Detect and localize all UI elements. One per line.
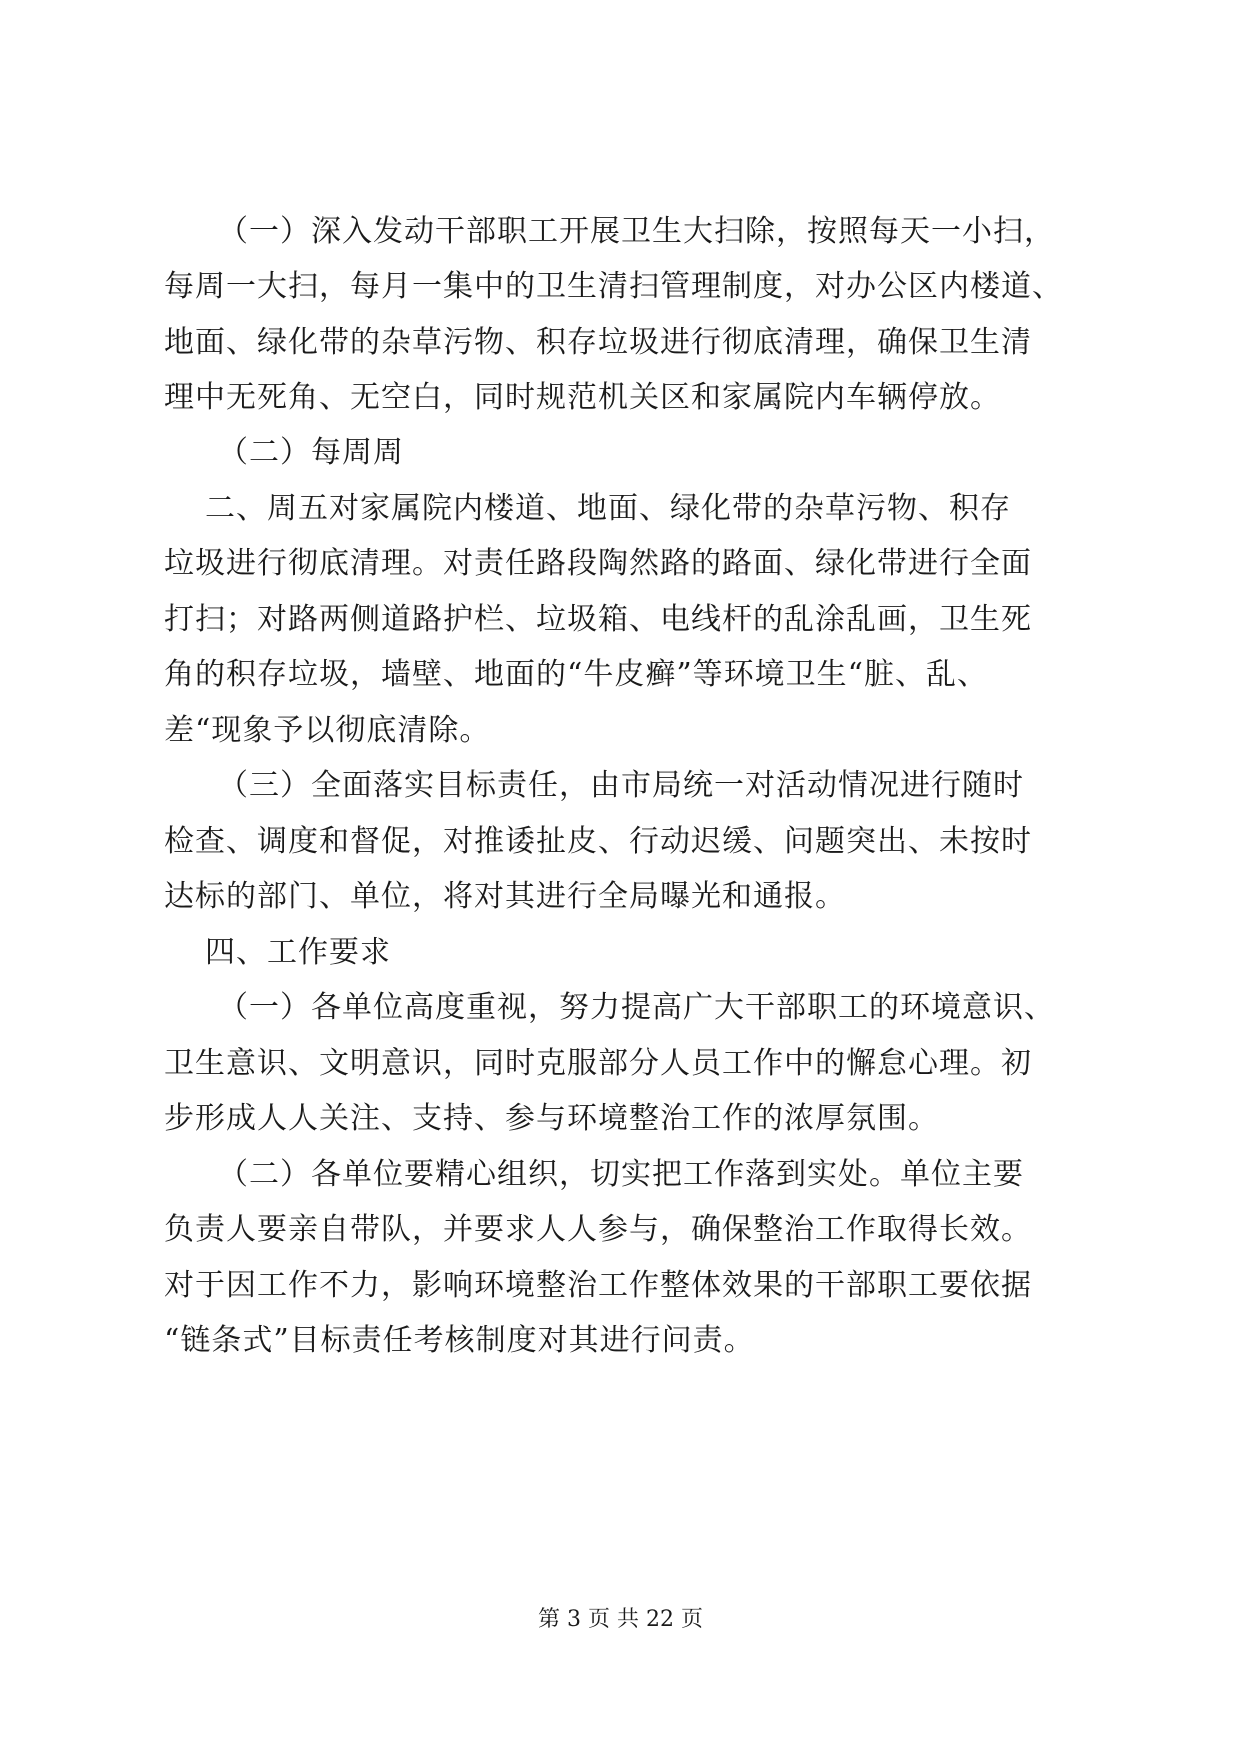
paragraph-line: 卫生意识、文明意识，同时克服部分人员工作中的懈怠心理。初 [164,1046,1032,1081]
paragraph-line: 负责人要亲自带队，并要求人人参与，确保整治工作取得长效。 [164,1212,1032,1247]
paragraph-line: （一）各单位高度重视，努力提高广大干部职工的环境意识、 [218,990,1055,1025]
paragraph-line: 达标的部门、单位，将对其进行全局曝光和通报。 [164,879,846,914]
paragraph-line: 地面、绿化带的杂草污物、积存垃圾进行彻底清理，确保卫生清 [164,325,1032,360]
paragraph-line: （三）全面落实目标责任，由市局统一对活动情况进行随时 [218,768,1024,803]
paragraph-line: 二、周五对家属院内楼道、地面、绿化带的杂草污物、积存 [205,491,1011,526]
page-footer: 第 3 页 共 22 页 [538,1607,703,1632]
paragraph-line: （一）深入发动干部职工开展卫生大扫除，按照每天一小扫， [218,214,1055,249]
paragraph-line: 差“现象予以彻底清除。 [164,713,491,748]
paragraph-line: 对于因工作不力，影响环境整治工作整体效果的干部职工要依据 [164,1268,1032,1303]
paragraph-line: 理中无死角、无空白，同时规范机关区和家属院内车辆停放。 [164,380,1001,415]
paragraph-line: 打扫；对路两侧道路护栏、垃圾箱、电线杆的乱涂乱画，卫生死 [164,602,1032,637]
paragraph-line: 每周一大扫，每月一集中的卫生清扫管理制度，对办公区内楼道、 [164,269,1063,304]
paragraph-line: 垃圾进行彻底清理。对责任路段陶然路的路面、绿化带进行全面 [164,546,1032,581]
paragraph-line: “链条式”目标责任考核制度对其进行问责。 [164,1323,755,1358]
paragraph-line: 角的积存垃圾，墙壁、地面的“牛皮癣”等环境卫生“脏、乱、 [164,657,989,692]
paragraph-line: （二）各单位要精心组织，切实把工作落到实处。单位主要 [218,1157,1024,1192]
section-heading: 四、工作要求 [205,935,391,970]
paragraph-line: 步形成人人关注、支持、参与环境整治工作的浓厚氛围。 [164,1101,939,1136]
paragraph-line: （二）每周周 [218,435,404,470]
paragraph-line: 检查、调度和督促，对推诿扯皮、行动迟缓、问题突出、未按时 [164,824,1032,859]
